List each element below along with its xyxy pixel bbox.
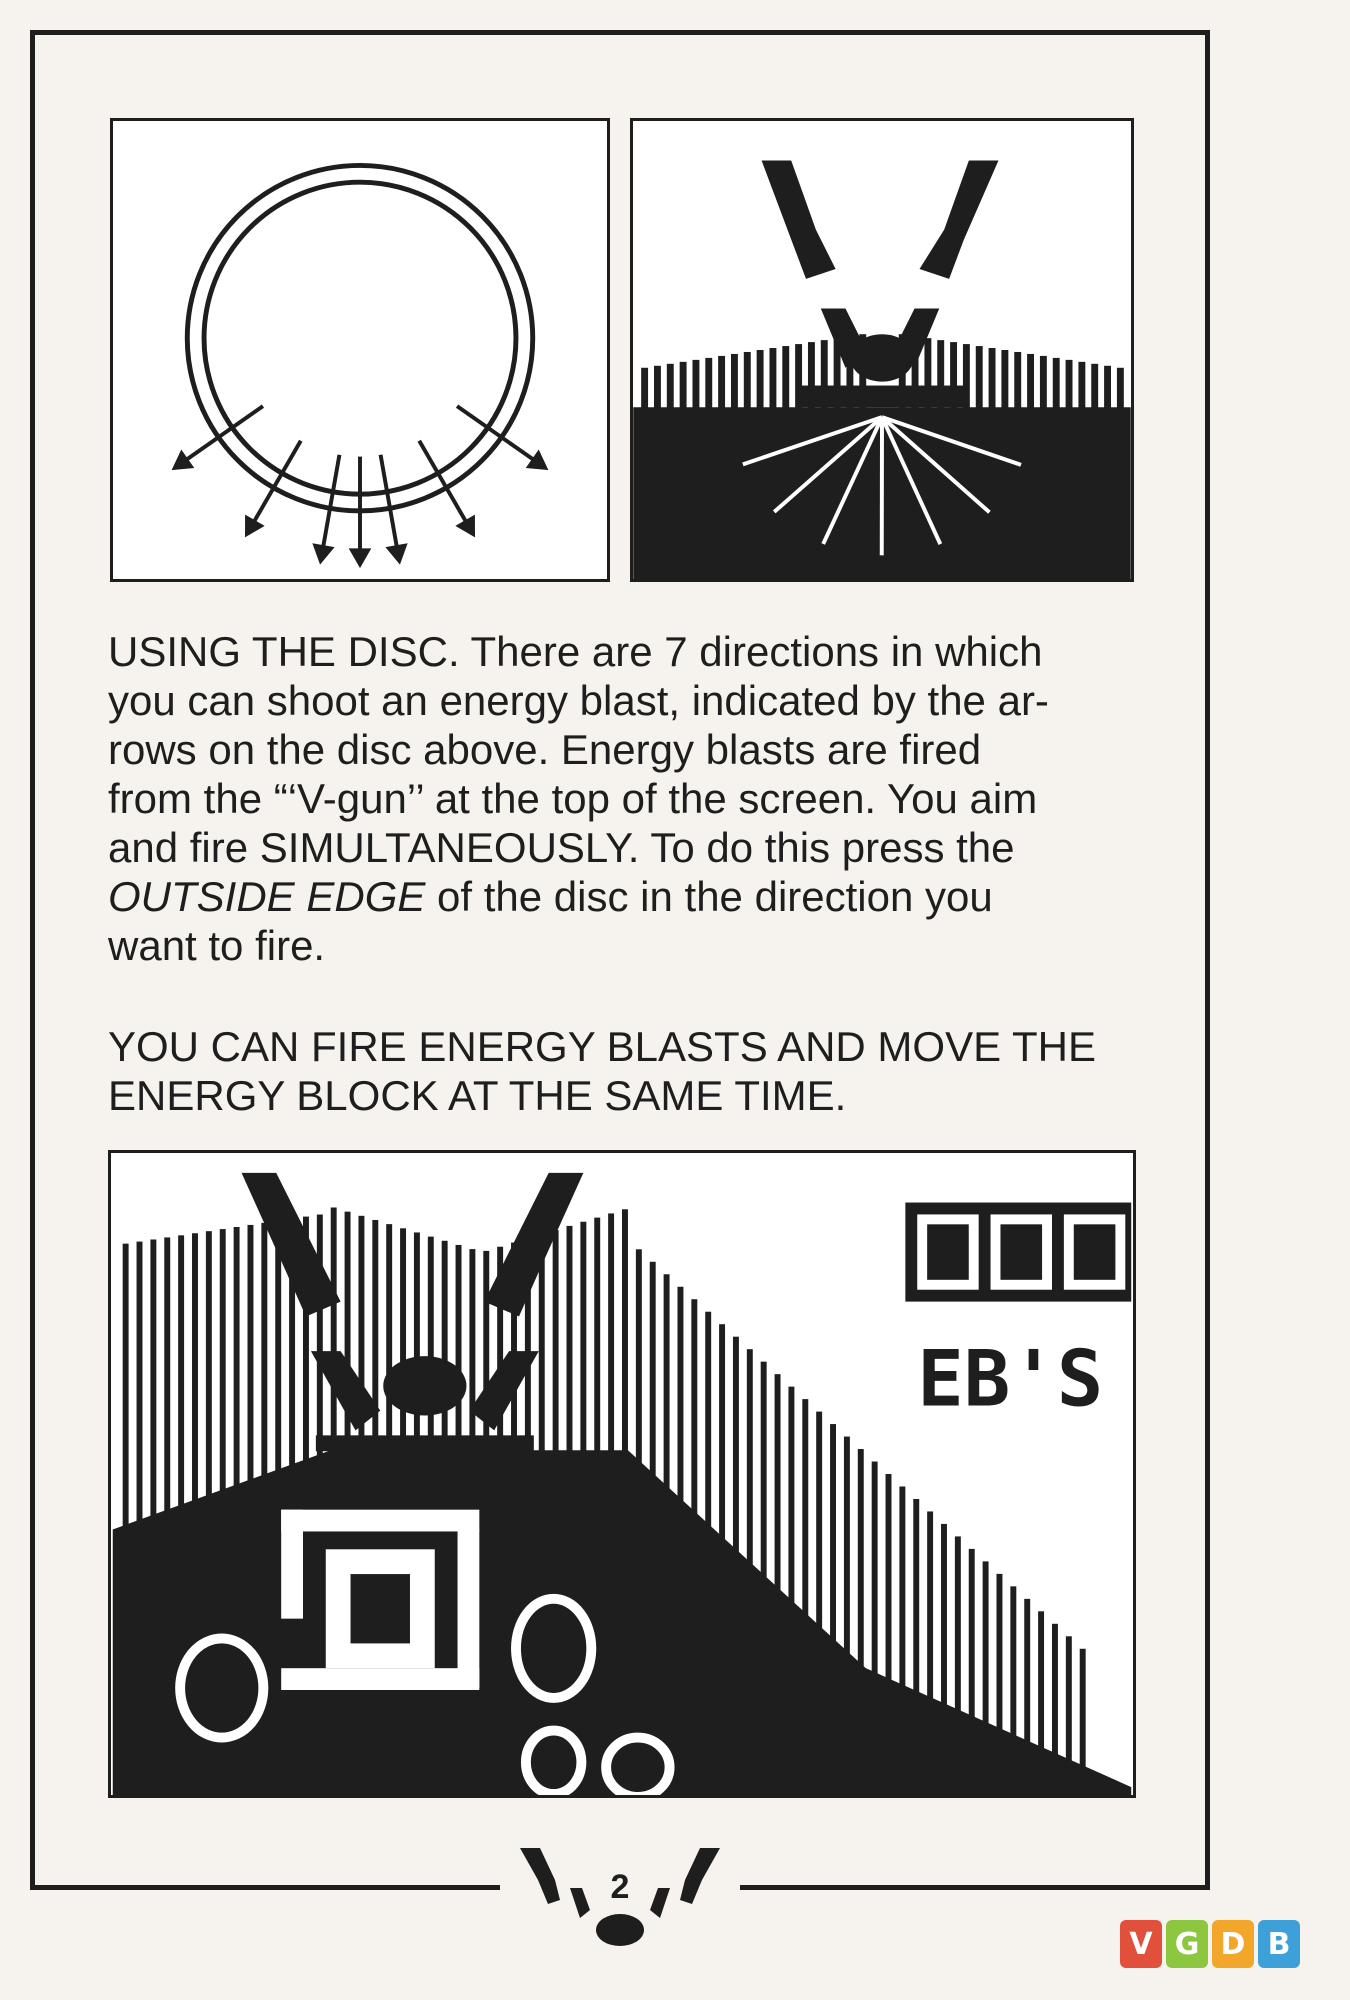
wall-bar (497, 1247, 503, 1795)
wall-bar (1014, 352, 1021, 526)
game-screen (111, 1153, 1133, 1795)
wall-bar (192, 1233, 198, 1795)
wall-bar (150, 1239, 156, 1795)
wall-bar (788, 1387, 794, 1795)
wall-bar (1040, 356, 1047, 526)
wall-bar (345, 1212, 351, 1795)
text-line: of the disc in the direction you (425, 873, 993, 920)
arrow-head (459, 518, 473, 534)
wall-bar (705, 1312, 711, 1795)
wall-bar (821, 340, 828, 526)
wall-bar (795, 344, 802, 526)
simultaneous-note (108, 1022, 1148, 1120)
wall-bar (830, 1424, 836, 1795)
text-line: from the “‘V-gun’’ at the top of the screen. You aim (108, 775, 1038, 822)
wall-bar (539, 1234, 545, 1795)
wall-bar (1052, 1624, 1058, 1795)
wall-bar (289, 1219, 295, 1795)
wall-bar (525, 1238, 531, 1795)
wall-bar (1027, 354, 1034, 526)
wall-bar (1024, 1599, 1030, 1795)
page-number: 2 (610, 1868, 630, 1906)
wall-bar (950, 342, 957, 526)
wall-bar (816, 1412, 822, 1795)
emphasis-outside-edge: OUTSIDE EDGE (108, 873, 426, 920)
energy-block-counters (905, 1203, 1131, 1302)
wall-bar (983, 1561, 989, 1795)
vgdb-watermark (1120, 1920, 1300, 1968)
wall-bar (580, 1222, 586, 1795)
wall-bar (886, 1474, 892, 1795)
wall-bar (567, 1226, 573, 1795)
wall-bar (757, 350, 764, 526)
wall-bar (955, 1536, 961, 1795)
arrow-head (247, 518, 261, 534)
wall-bar (858, 1449, 864, 1795)
text-line: and fire SIMULTANEOUSLY. To do this press the (108, 824, 1015, 871)
wall-bar (731, 354, 738, 526)
wall-bar (654, 366, 661, 526)
watermark-letter: V (1120, 1920, 1162, 1968)
wall-bar (386, 1224, 392, 1795)
wall-bar (372, 1220, 378, 1795)
watermark-letter: D (1212, 1920, 1254, 1968)
wall-bar (1010, 1586, 1016, 1795)
wall-bar (761, 1362, 767, 1795)
wall-bar (220, 1229, 226, 1795)
wall-bar (206, 1231, 212, 1795)
wall-bar (844, 1437, 850, 1795)
disc-illustration (113, 121, 607, 579)
wall-bar (641, 368, 648, 526)
direction-arrow (323, 455, 339, 547)
wall-bar (358, 1216, 364, 1795)
wall-bar (1091, 364, 1098, 526)
wall-bar (608, 1213, 614, 1795)
direction-arrow (381, 455, 397, 547)
wall-bar (937, 340, 944, 526)
wall-bar (1001, 350, 1008, 526)
wall-bar (997, 1574, 1003, 1795)
wall-bar (680, 362, 687, 526)
wall-bar (705, 358, 712, 526)
wall-bar (164, 1237, 170, 1795)
wall-bar (234, 1227, 240, 1795)
wall-bar (677, 1287, 683, 1795)
arrow-head (352, 550, 368, 564)
wall-bar (622, 1209, 628, 1795)
wall-bar (989, 348, 996, 526)
wall-bar (123, 1244, 129, 1795)
wall-bar (691, 1299, 697, 1795)
hud-ebs-label: EB'S (917, 1334, 1104, 1425)
wall-bar (775, 1374, 781, 1795)
wall-bar (747, 1349, 753, 1795)
wall-bar (969, 1549, 975, 1795)
game-screen-figure (108, 1150, 1136, 1798)
disc-instructions (108, 627, 1148, 970)
wall-bar (553, 1230, 559, 1795)
wall-bar (1066, 1636, 1072, 1795)
watermark-letter: G (1166, 1920, 1208, 1968)
arrow-head (389, 546, 405, 561)
wall-bar (913, 1499, 919, 1795)
wall-bar (872, 1462, 878, 1795)
wall-bar (275, 1221, 281, 1795)
wall-bar (137, 1242, 143, 1795)
watermark-letter: B (1258, 1920, 1300, 1968)
text-line: USING THE DISC. There are 7 directions in which (108, 628, 1043, 675)
wall-bar (1080, 1649, 1086, 1795)
text-line: rows on the disc above. Energy blasts are fired (108, 726, 982, 773)
wall-bar (483, 1251, 489, 1795)
wall-bar (1053, 358, 1060, 526)
wall-bar (650, 1262, 656, 1795)
wall-bar (1038, 1611, 1044, 1795)
wall-bar (248, 1225, 254, 1795)
wall-bar (744, 352, 751, 526)
arrow-head (175, 453, 191, 467)
arrow-head (529, 453, 545, 467)
vgun-blast-diagram (630, 118, 1134, 582)
wall-bar (927, 1511, 933, 1795)
wall-bar (1078, 362, 1085, 526)
wall-bar (1066, 360, 1073, 526)
wall-bar (1117, 368, 1124, 526)
wall-bar (511, 1243, 517, 1795)
text-line: you can shoot an energy blast, indicated by the ar- (108, 677, 1049, 724)
wall-bar (769, 348, 776, 526)
vgun-illustration (633, 121, 1131, 579)
disc-diagram (110, 118, 610, 582)
wall-bar (963, 344, 970, 526)
arrow-head (315, 546, 331, 561)
wall-bar (899, 1486, 905, 1795)
wall-bar (941, 1524, 947, 1795)
wall-bar (808, 342, 815, 526)
text-line: ENERGY BLOCK AT THE SAME TIME. (108, 1072, 847, 1119)
wall-bar (664, 1274, 670, 1795)
text-line: YOU CAN FIRE ENERGY BLASTS AND MOVE THE (108, 1023, 1097, 1070)
wall-bar (1104, 366, 1111, 526)
wall-bar (667, 364, 674, 526)
wall-bar (733, 1337, 739, 1795)
wall-bar (594, 1218, 600, 1795)
wall-bar (802, 1399, 808, 1795)
text-line: want to fire. (108, 922, 326, 969)
wall-bar (692, 360, 699, 526)
wall-bar (718, 356, 725, 526)
wall-bar (719, 1324, 725, 1795)
wall-bar (636, 1249, 642, 1795)
